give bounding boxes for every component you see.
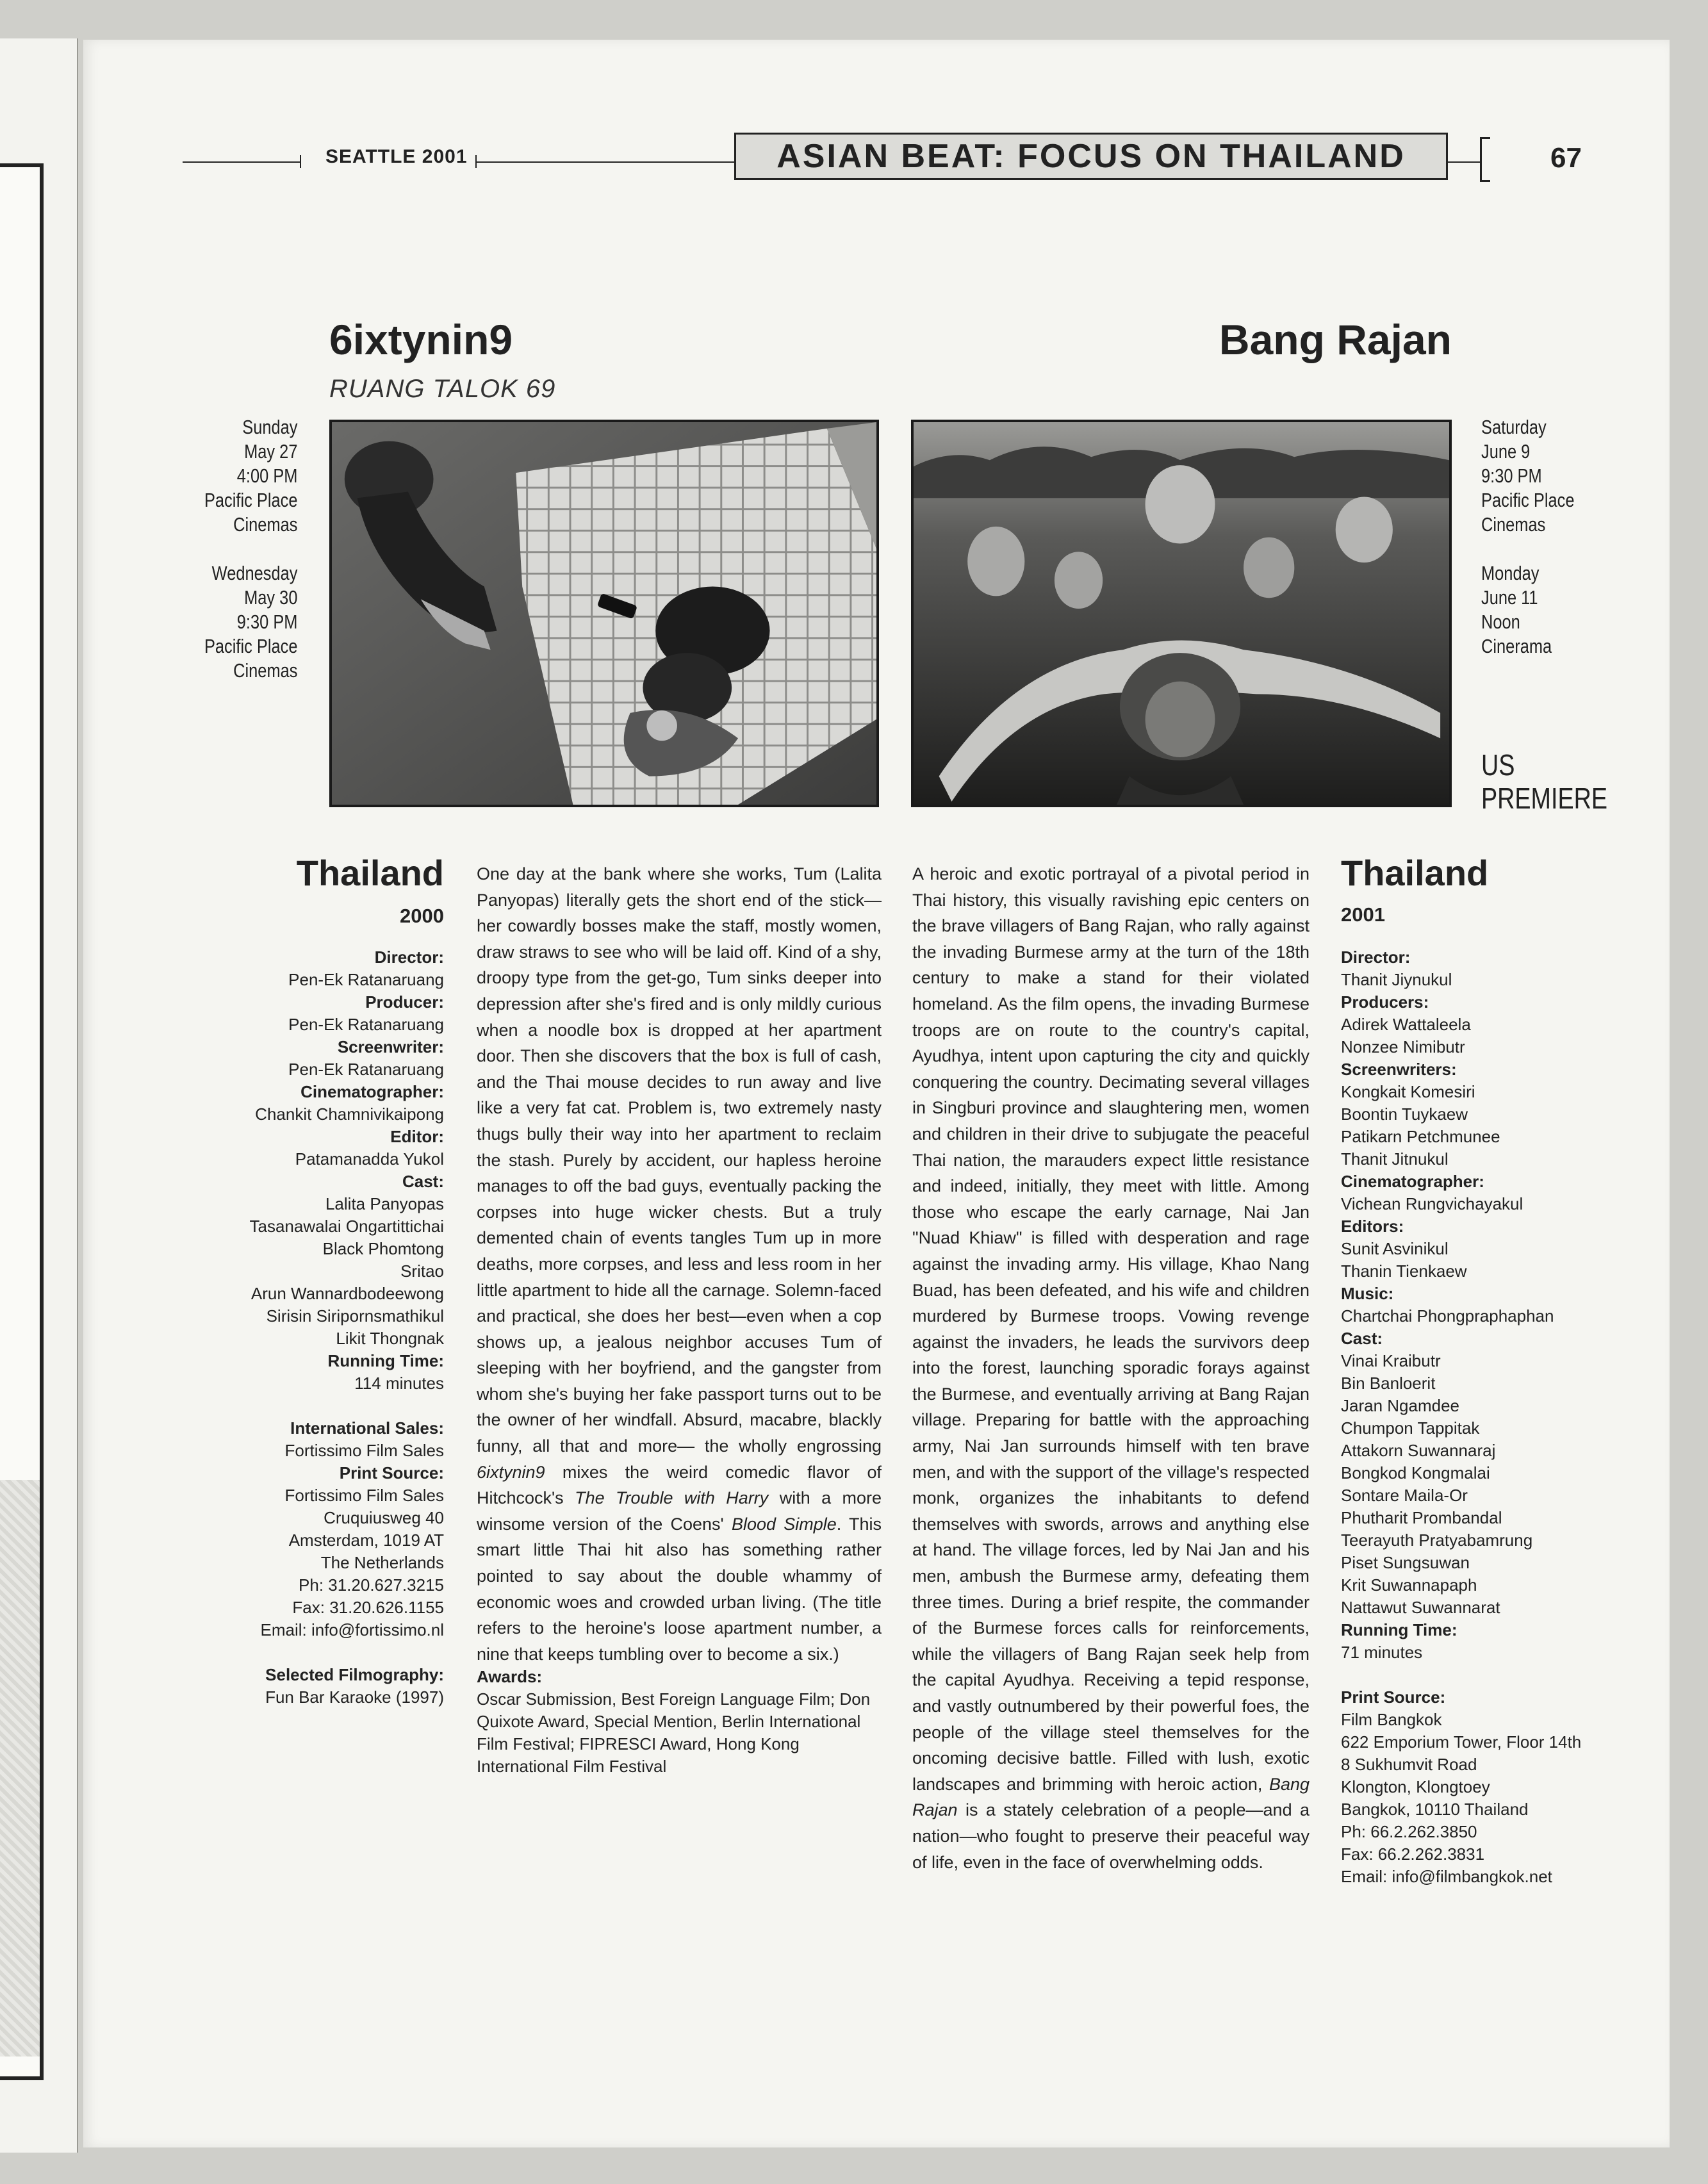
credit-value: Film Bangkok [1341, 1710, 1442, 1729]
film2-year: 2001 [1341, 903, 1385, 926]
italic-title: Blood Simple [731, 1514, 837, 1534]
credit-value: Tasanawalai Ongartittichai [249, 1217, 444, 1236]
screening-line: 9:30 PM [1481, 464, 1542, 487]
credit-value: Jaran Ngamdee [1341, 1396, 1459, 1415]
film2-screenings [1481, 415, 1575, 659]
credit-label: Producer: [365, 992, 444, 1012]
screening-line: May 30 [243, 586, 297, 609]
credit-label: Running Time: [1341, 1620, 1458, 1639]
awards-text: Oscar Submission, Best Foreign Language Film; Don Quixote Award, Special Mention, Berlin International Film Festival; FIPRESCI Award, Hong Kong International Film Festival [477, 1689, 871, 1776]
credit-value: Fax: 66.2.262.3831 [1341, 1844, 1485, 1864]
credit-label: Cast: [1341, 1329, 1383, 1348]
credit-value: Thanin Tienkaew [1341, 1261, 1467, 1281]
italic-title: Bang Rajan [912, 1774, 1310, 1820]
credit-value: 622 Emporium Tower, Floor 14th [1341, 1732, 1582, 1752]
screening-line: Monday [1481, 562, 1540, 584]
screening-line: Pacific Place [204, 489, 297, 511]
credit-value: Kongkait Komesiri [1341, 1082, 1475, 1101]
credit-value: 114 minutes [354, 1374, 444, 1393]
screening-line: Pacific Place [204, 635, 297, 657]
awards-label: Awards: [477, 1667, 543, 1686]
credit-value: Vinai Kraibutr [1341, 1351, 1441, 1370]
header-section-title: ASIAN BEAT: FOCUS ON THAILAND [734, 133, 1448, 180]
screening-line: Saturday [1481, 416, 1547, 438]
credit-value: Pen-Ek Ratanaruang [288, 970, 444, 989]
premiere-line-1: US [1481, 748, 1515, 782]
film1-original-title: RUANG TALOK 69 [329, 375, 556, 403]
credit-value: Teerayuth Pratyabamrung [1341, 1531, 1533, 1550]
screening-block [204, 561, 297, 683]
film2-synopsis: A heroic and exotic portrayal of a pivotal period in Thai history, this visually ravishing epic centers on the brave villagers of Bang Rajan, who rally against the invading Burmese army at the turn of the 18th century to make a stand for their violated homeland. As the film opens, the invading Burmese troops are on route to the country's capital, Ayudhya, intent upon capturing the city and quickly conquering the country. Decimating several villages in Singburi province and slaughtering men, women and children in their drive to subjugate the peaceful Thai nation, the marauders expect little resistance and indeed, initially, they meet with little. Among those who escape the early carnage, Nai Jan "Nuad Khiaw" is filled with desperation and rage against the invading army. His village, Khao Nang Buad, has been defeated, and his wife and children murdered by Burmese troops. Vowing revenge against the invaders, he leads the survivors deep into the forest, launching sporadic forays against the Burmese, and eventually arriving at Bang Rajan village. Preparing for battle with the approaching army, Nai Jan surrounds himself with ten brave men, and with the support of the village's respected monk, organizes the inhabitants to defend themselves with swords, arrows and anything else at hand. The village forces, led by Nai Jan and his men, ambush the Burmese army, defeating them three times. During a brief respite, the commander of the Burmese forces calls for reinforcements, while the villagers of Bang Rajan seek help from the capital Ayudhya. Receiving a tepid response, and vastly outnumbered by their powerful foes, the people of the village steel themselves for the oncoming decisive battle. Filled with lush, exotic landscapes and brimming with heroic action, Bang Rajan is a stately celebration of a people—and a nation—who fought to preserve their peaceful way of life, even in the face of overwhelming odds. [912, 864, 1310, 1872]
credit-value: Sunit Asvinikul [1341, 1239, 1449, 1258]
header-rule-left [183, 161, 301, 163]
screening-line: 9:30 PM [236, 611, 297, 633]
credit-value: Piset Sungsuwan [1341, 1553, 1470, 1572]
credit-value: Attakorn Suwannaraj [1341, 1441, 1496, 1460]
credit-value: Boontin Tuykaew [1341, 1104, 1468, 1124]
credit-value: Fortissimo Film Sales [284, 1441, 444, 1460]
credit-value: Sontare Maila-Or [1341, 1486, 1468, 1505]
screening-line: Cinerama [1481, 635, 1552, 657]
screening-line: Pacific Place [1481, 489, 1575, 511]
credit-label: Cinematographer: [1341, 1172, 1484, 1191]
credit-value: Pen-Ek Ratanaruang [288, 1015, 444, 1034]
credit-label: Cast: [402, 1172, 444, 1191]
credit-value: Thanit Jiynukul [1341, 970, 1452, 989]
screening-line: May 27 [243, 440, 297, 463]
credit-label: Producers: [1341, 992, 1429, 1012]
screening-line: Noon [1481, 611, 1520, 633]
screening-line: Cinemas [233, 659, 297, 682]
credits-spacer [136, 1395, 444, 1417]
credit-label: Running Time: [327, 1351, 444, 1370]
credit-value: Ph: 66.2.262.3850 [1341, 1822, 1477, 1841]
film2-still-photo [911, 420, 1452, 807]
credit-label: Director: [1341, 948, 1411, 967]
credit-value: Email: info@filmbangkok.net [1341, 1867, 1552, 1886]
credit-value: Cruquiusweg 40 [324, 1508, 444, 1527]
credit-value: Sritao [400, 1261, 444, 1281]
header-bracket [1480, 137, 1490, 182]
premiere-line-2: PREMIERE [1481, 782, 1608, 815]
header-rule-tick [300, 155, 301, 168]
credit-value: Pen-Ek Ratanaruang [288, 1060, 444, 1079]
credit-value: Bin Banloerit [1341, 1374, 1436, 1393]
credit-label: International Sales: [290, 1418, 444, 1438]
screening-block [1481, 561, 1575, 659]
credit-label: Music: [1341, 1284, 1394, 1303]
credit-label: Selected Filmography: [265, 1665, 444, 1684]
credit-value: Vichean Rungvichayakul [1341, 1194, 1523, 1213]
film2-title: Bang Rajan [1219, 316, 1452, 363]
credit-label: Print Source: [1341, 1687, 1446, 1707]
credit-value: Klongton, Klongtoey [1341, 1777, 1490, 1796]
screening-line: June 9 [1481, 440, 1531, 463]
film1-awards [477, 1666, 882, 1778]
credit-value: Bangkok, 10110 Thailand [1341, 1800, 1529, 1819]
screening-block [1481, 415, 1575, 537]
film2-country: Thailand [1341, 853, 1489, 893]
credit-value: Sirisin Siripornsmathikul [266, 1306, 444, 1326]
credit-value: Amsterdam, 1019 AT [288, 1531, 444, 1550]
header-rule-middle [475, 161, 735, 163]
credit-label: Editors: [1341, 1217, 1404, 1236]
film1-screenings [204, 415, 297, 683]
film1-still-image [332, 422, 876, 805]
film2-credits [1341, 946, 1674, 1888]
credit-label: Cinematographer: [300, 1082, 444, 1101]
credit-value: Bongkod Kongmalai [1341, 1463, 1490, 1482]
credit-value: 8 Sukhumvit Road [1341, 1755, 1477, 1774]
credit-value: Adirek Wattaleela [1341, 1015, 1471, 1034]
credit-value: Krit Suwannapaph [1341, 1575, 1477, 1595]
film1-still-photo [329, 420, 879, 807]
credit-label: Director: [374, 948, 444, 967]
film1-country: Thailand [296, 853, 444, 893]
credit-value: Ph: 31.20.627.3215 [299, 1575, 444, 1595]
credit-value: Thanit Jitnukul [1341, 1149, 1449, 1169]
credit-value: Email: info@fortissimo.nl [260, 1620, 444, 1639]
film1-credits [136, 946, 444, 1709]
previous-page-map-fragment [0, 1480, 40, 2057]
credit-label: Print Source: [339, 1463, 444, 1482]
us-premiere-label [1481, 748, 1607, 815]
italic-title: The Trouble with Harry [575, 1488, 769, 1508]
screening-line: 4:00 PM [236, 464, 297, 487]
film1-synopsis: One day at the bank where she works, Tum (Lalita Panyopas) literally gets the short end of the stick— her cowardly bosses make the staff, mostly women, draw straws to see who will be laid off. Kind of a shy, droopy type from the get-go, Tum sinks deeper into depression after she's fired and is only mildly curious when a noodle box is dropped at her apartment door. Then she discovers that the box is full of cash, and the Thai mouse decides to run away and live like a very fat cat. Problem is, two extremely nasty thugs bully their way into her apartment to reclaim the stash. Purely by accident, our hapless heroine manages to off the bad guys, eventually packing the corpses into huge wicker chests. But a truly demented chain of events tangles Tum up in more deaths, more corpses, and less and less room in her little apartment to hide all the carnage. Solemn-faced and practical, she does her best—even when a cop shows up, a jealous neighbor accuses Tum of sleeping with her boyfriend, and the gangster from whom she's buying her fake passport turns out to be the owner of her windfall. Absurd, macabre, blackly funny, all that and more— the wholly engrossing 6ixtynin9 mixes the weird comedic flavor of Hitchcock's The Trouble with Harry with a more winsome version of the Coens' Blood Simple. This smart little Thai hit also has something rather pointed to say about the double whammy of economic woes and crowded urban living. (The title refers to the heroine's loose apartment number, a nine that keeps tumbling over to become a six.) [477, 864, 882, 1664]
credit-value: Likit Thongnak [336, 1329, 444, 1348]
header-rule-right [1447, 161, 1480, 163]
credit-label: Screenwriter: [337, 1037, 444, 1056]
screening-line: Sunday [242, 416, 297, 438]
credit-value: Nattawut Suwannarat [1341, 1598, 1500, 1617]
credit-label: Screenwriters: [1341, 1060, 1457, 1079]
credit-value: Phutharit Prombandal [1341, 1508, 1502, 1527]
italic-title: 6ixtynin9 [477, 1462, 545, 1482]
screening-line: June 11 [1481, 586, 1538, 609]
screening-block [204, 415, 297, 537]
credit-label: Editor: [390, 1127, 444, 1146]
credit-value: Lalita Panyopas [325, 1194, 444, 1213]
credit-value: Arun Wannardbodeewong [250, 1284, 444, 1303]
credit-value: Black Phomtong [322, 1239, 444, 1258]
credits-spacer [1341, 1664, 1674, 1686]
credit-value: Patikarn Petchmunee [1341, 1127, 1500, 1146]
film1-title: 6ixtynin9 [329, 316, 513, 363]
screening-line: Cinemas [233, 513, 297, 536]
credit-value: The Netherlands [320, 1553, 444, 1572]
credit-value: Fortissimo Film Sales [284, 1486, 444, 1505]
page-number: 67 [1550, 142, 1582, 174]
screening-line: Wednesday [211, 562, 297, 584]
screening-line: Cinemas [1481, 513, 1546, 536]
credit-value: Patamanadda Yukol [295, 1149, 444, 1169]
credit-value: Nonzee Nimibutr [1341, 1037, 1465, 1056]
film1-year: 2000 [400, 905, 444, 927]
credit-value: Fax: 31.20.626.1155 [292, 1598, 444, 1617]
credit-value: Chumpon Tappitak [1341, 1418, 1480, 1438]
credit-value: Chankit Chamnivikaipong [255, 1104, 444, 1124]
header-festival-label: SEATTLE 2001 [325, 146, 468, 167]
credit-value: Chartchai Phongpraphaphan [1341, 1306, 1554, 1326]
credit-value: 71 minutes [1341, 1643, 1423, 1662]
film2-still-image [914, 422, 1449, 805]
credit-value: Fun Bar Karaoke (1997) [265, 1687, 444, 1707]
previous-page-edge [0, 38, 78, 2153]
credits-spacer [136, 1641, 444, 1664]
